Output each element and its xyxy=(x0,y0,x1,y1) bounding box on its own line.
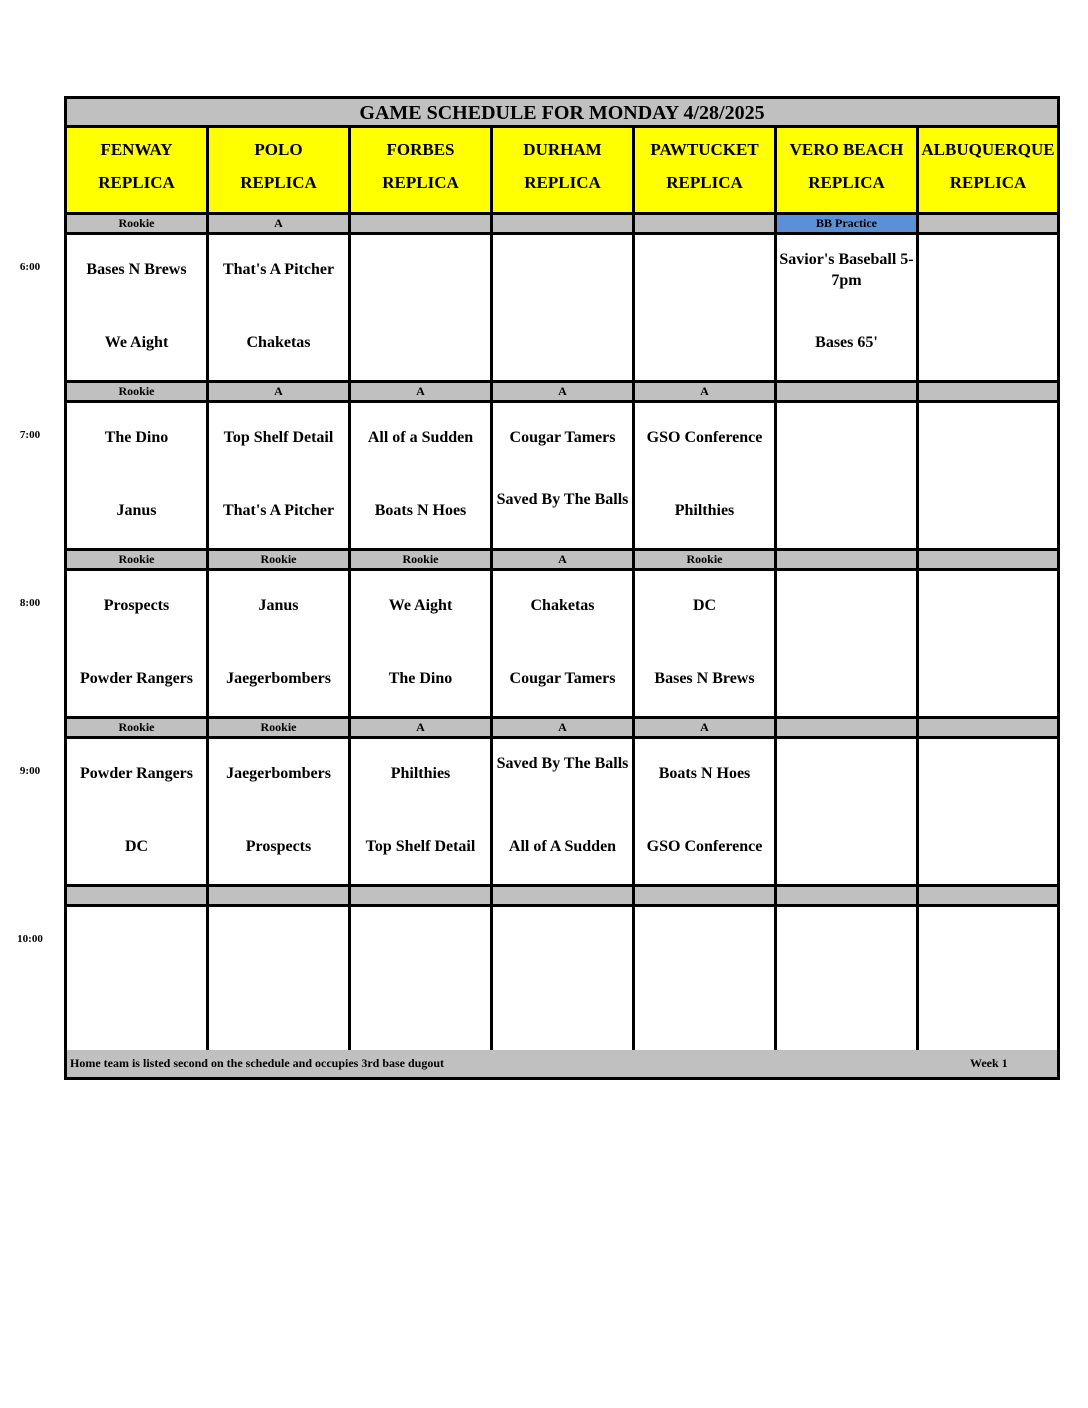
home-team: All of A Sudden xyxy=(508,838,617,855)
division-label xyxy=(635,215,777,232)
division-label: A xyxy=(635,719,777,736)
division-row xyxy=(67,887,1057,907)
home-team: DC xyxy=(124,838,149,855)
game-cell xyxy=(493,571,635,716)
game-cell xyxy=(635,235,777,380)
field-header xyxy=(777,128,919,212)
game-cell xyxy=(209,907,351,1052)
game-cell xyxy=(777,235,919,380)
field-header xyxy=(493,128,635,212)
division-label: A xyxy=(351,719,493,736)
away-team: All of a Sudden xyxy=(367,429,474,446)
home-team: Saved By The Balls xyxy=(496,491,629,508)
away-team: GSO Conference xyxy=(646,429,763,446)
game-cell xyxy=(493,403,635,548)
schedule-table xyxy=(64,96,1060,1080)
game-cell xyxy=(351,235,493,380)
field-subtitle: REPLICA xyxy=(240,173,317,192)
division-label xyxy=(209,887,351,904)
game-cell xyxy=(493,739,635,884)
time-slot-row xyxy=(67,403,1057,551)
game-cell xyxy=(919,571,1057,716)
field-header xyxy=(351,128,493,212)
field-name: FORBES xyxy=(386,140,455,159)
away-team: Powder Rangers xyxy=(79,765,194,782)
away-team: Prospects xyxy=(103,597,170,614)
field-name: ALBUQUERQUE xyxy=(921,140,1055,159)
division-label xyxy=(777,887,919,904)
field-header xyxy=(67,128,209,212)
field-header xyxy=(919,128,1057,212)
game-cell xyxy=(777,907,919,1052)
division-label xyxy=(919,887,1057,904)
division-label: A xyxy=(493,719,635,736)
home-team: GSO Conference xyxy=(646,838,763,855)
division-label: Rookie xyxy=(351,551,493,568)
division-label xyxy=(635,887,777,904)
division-label xyxy=(351,887,493,904)
division-label xyxy=(493,887,635,904)
schedule-title: GAME SCHEDULE FOR MONDAY 4/28/2025 xyxy=(67,99,1057,128)
division-label xyxy=(919,383,1057,400)
field-subtitle: REPLICA xyxy=(808,173,885,192)
game-cell xyxy=(919,235,1057,380)
game-cell xyxy=(67,571,209,716)
game-cell xyxy=(919,739,1057,884)
field-name: DURHAM xyxy=(523,140,602,159)
time-slot-row xyxy=(67,739,1057,887)
field-header xyxy=(635,128,777,212)
game-cell xyxy=(919,403,1057,548)
home-team: Powder Rangers xyxy=(79,670,194,687)
game-cell xyxy=(67,739,209,884)
field-name: PAWTUCKET xyxy=(650,140,759,159)
division-label: Rookie xyxy=(209,551,351,568)
game-cell xyxy=(209,739,351,884)
field-subtitle: REPLICA xyxy=(524,173,601,192)
game-cell xyxy=(351,907,493,1052)
away-team: The Dino xyxy=(104,429,169,446)
time-slot-row xyxy=(67,571,1057,719)
game-cell xyxy=(209,235,351,380)
game-cell xyxy=(635,403,777,548)
away-team: Philthies xyxy=(390,765,451,782)
time-label: 6:00 xyxy=(19,261,41,273)
game-cell xyxy=(351,571,493,716)
home-team: Boats N Hoes xyxy=(374,502,467,519)
away-team: Chaketas xyxy=(530,597,595,614)
time-slot-row xyxy=(67,907,1057,1055)
away-team: Saved By The Balls xyxy=(496,755,629,772)
division-label: Rookie xyxy=(635,551,777,568)
home-team: Bases 65' xyxy=(815,334,878,351)
game-cell xyxy=(209,403,351,548)
game-cell xyxy=(351,739,493,884)
game-cell xyxy=(919,907,1057,1052)
week-label: Week 1 xyxy=(970,1056,1008,1070)
field-subtitle: REPLICA xyxy=(666,173,743,192)
game-cell xyxy=(777,403,919,548)
division-row xyxy=(67,215,1057,235)
field-name: FENWAY xyxy=(100,140,173,159)
home-team: Philthies xyxy=(674,502,735,519)
time-label: 7:00 xyxy=(19,429,41,441)
away-team: Cougar Tamers xyxy=(509,429,616,446)
division-label: A xyxy=(493,383,635,400)
game-cell xyxy=(209,571,351,716)
division-label xyxy=(777,383,919,400)
home-team: The Dino xyxy=(388,670,453,687)
home-team: Cougar Tamers xyxy=(509,670,616,687)
home-team: Top Shelf Detail xyxy=(365,838,476,855)
division-label xyxy=(919,719,1057,736)
game-cell xyxy=(67,235,209,380)
division-row xyxy=(67,383,1057,403)
division-row xyxy=(67,551,1057,571)
away-team: That's A Pitcher xyxy=(222,261,335,278)
footer-note: Home team is listed second on the schedule and occupies 3rd base dugout xyxy=(70,1056,445,1070)
home-team: Jaegerbombers xyxy=(226,670,331,687)
game-cell xyxy=(493,235,635,380)
division-label: A xyxy=(209,215,351,232)
field-header xyxy=(209,128,351,212)
division-label xyxy=(919,215,1057,232)
game-cell xyxy=(777,571,919,716)
away-team: Top Shelf Detail xyxy=(223,429,334,446)
division-label xyxy=(351,215,493,232)
division-label: A xyxy=(493,551,635,568)
away-team: We Aight xyxy=(388,597,453,614)
away-team: Jaegerbombers xyxy=(226,765,331,782)
division-label: Rookie xyxy=(67,383,209,400)
division-label xyxy=(777,719,919,736)
division-label: Rookie xyxy=(209,719,351,736)
division-label xyxy=(493,215,635,232)
division-label: Rookie xyxy=(67,719,209,736)
game-cell xyxy=(635,907,777,1052)
game-cell xyxy=(777,739,919,884)
home-team: Bases N Brews xyxy=(654,670,755,687)
division-label: A xyxy=(209,383,351,400)
division-label xyxy=(919,551,1057,568)
field-subtitle: REPLICA xyxy=(98,173,175,192)
game-cell xyxy=(67,403,209,548)
division-row xyxy=(67,719,1057,739)
division-label: A xyxy=(635,383,777,400)
field-subtitle: REPLICA xyxy=(382,173,459,192)
division-label xyxy=(67,887,209,904)
time-label: 8:00 xyxy=(19,597,41,609)
division-label: Rookie xyxy=(67,551,209,568)
away-team: DC xyxy=(692,597,717,614)
division-label: BB Practice xyxy=(777,215,919,232)
game-cell xyxy=(493,907,635,1052)
away-team: Janus xyxy=(258,597,299,614)
home-team: Prospects xyxy=(245,838,312,855)
away-team: Boats N Hoes xyxy=(658,765,751,782)
time-label: 9:00 xyxy=(19,765,41,777)
game-cell xyxy=(635,739,777,884)
time-slot-row xyxy=(67,235,1057,383)
time-label: 10:00 xyxy=(17,933,43,945)
home-team: Janus xyxy=(116,502,157,519)
field-header-row xyxy=(67,128,1057,215)
division-label: Rookie xyxy=(67,215,209,232)
game-cell xyxy=(351,403,493,548)
game-cell xyxy=(67,907,209,1052)
home-team: We Aight xyxy=(104,334,169,351)
division-label xyxy=(777,551,919,568)
home-team: Chaketas xyxy=(246,334,311,351)
field-subtitle: REPLICA xyxy=(949,173,1027,192)
away-team: Bases N Brews xyxy=(86,261,187,278)
field-name: VERO BEACH xyxy=(789,140,904,159)
field-name: POLO xyxy=(254,140,303,159)
division-label: A xyxy=(351,383,493,400)
home-team: That's A Pitcher xyxy=(222,502,335,519)
away-team: Savior's Baseball 5-7pm xyxy=(779,251,914,289)
footer-bar xyxy=(67,1050,1057,1077)
game-cell xyxy=(635,571,777,716)
